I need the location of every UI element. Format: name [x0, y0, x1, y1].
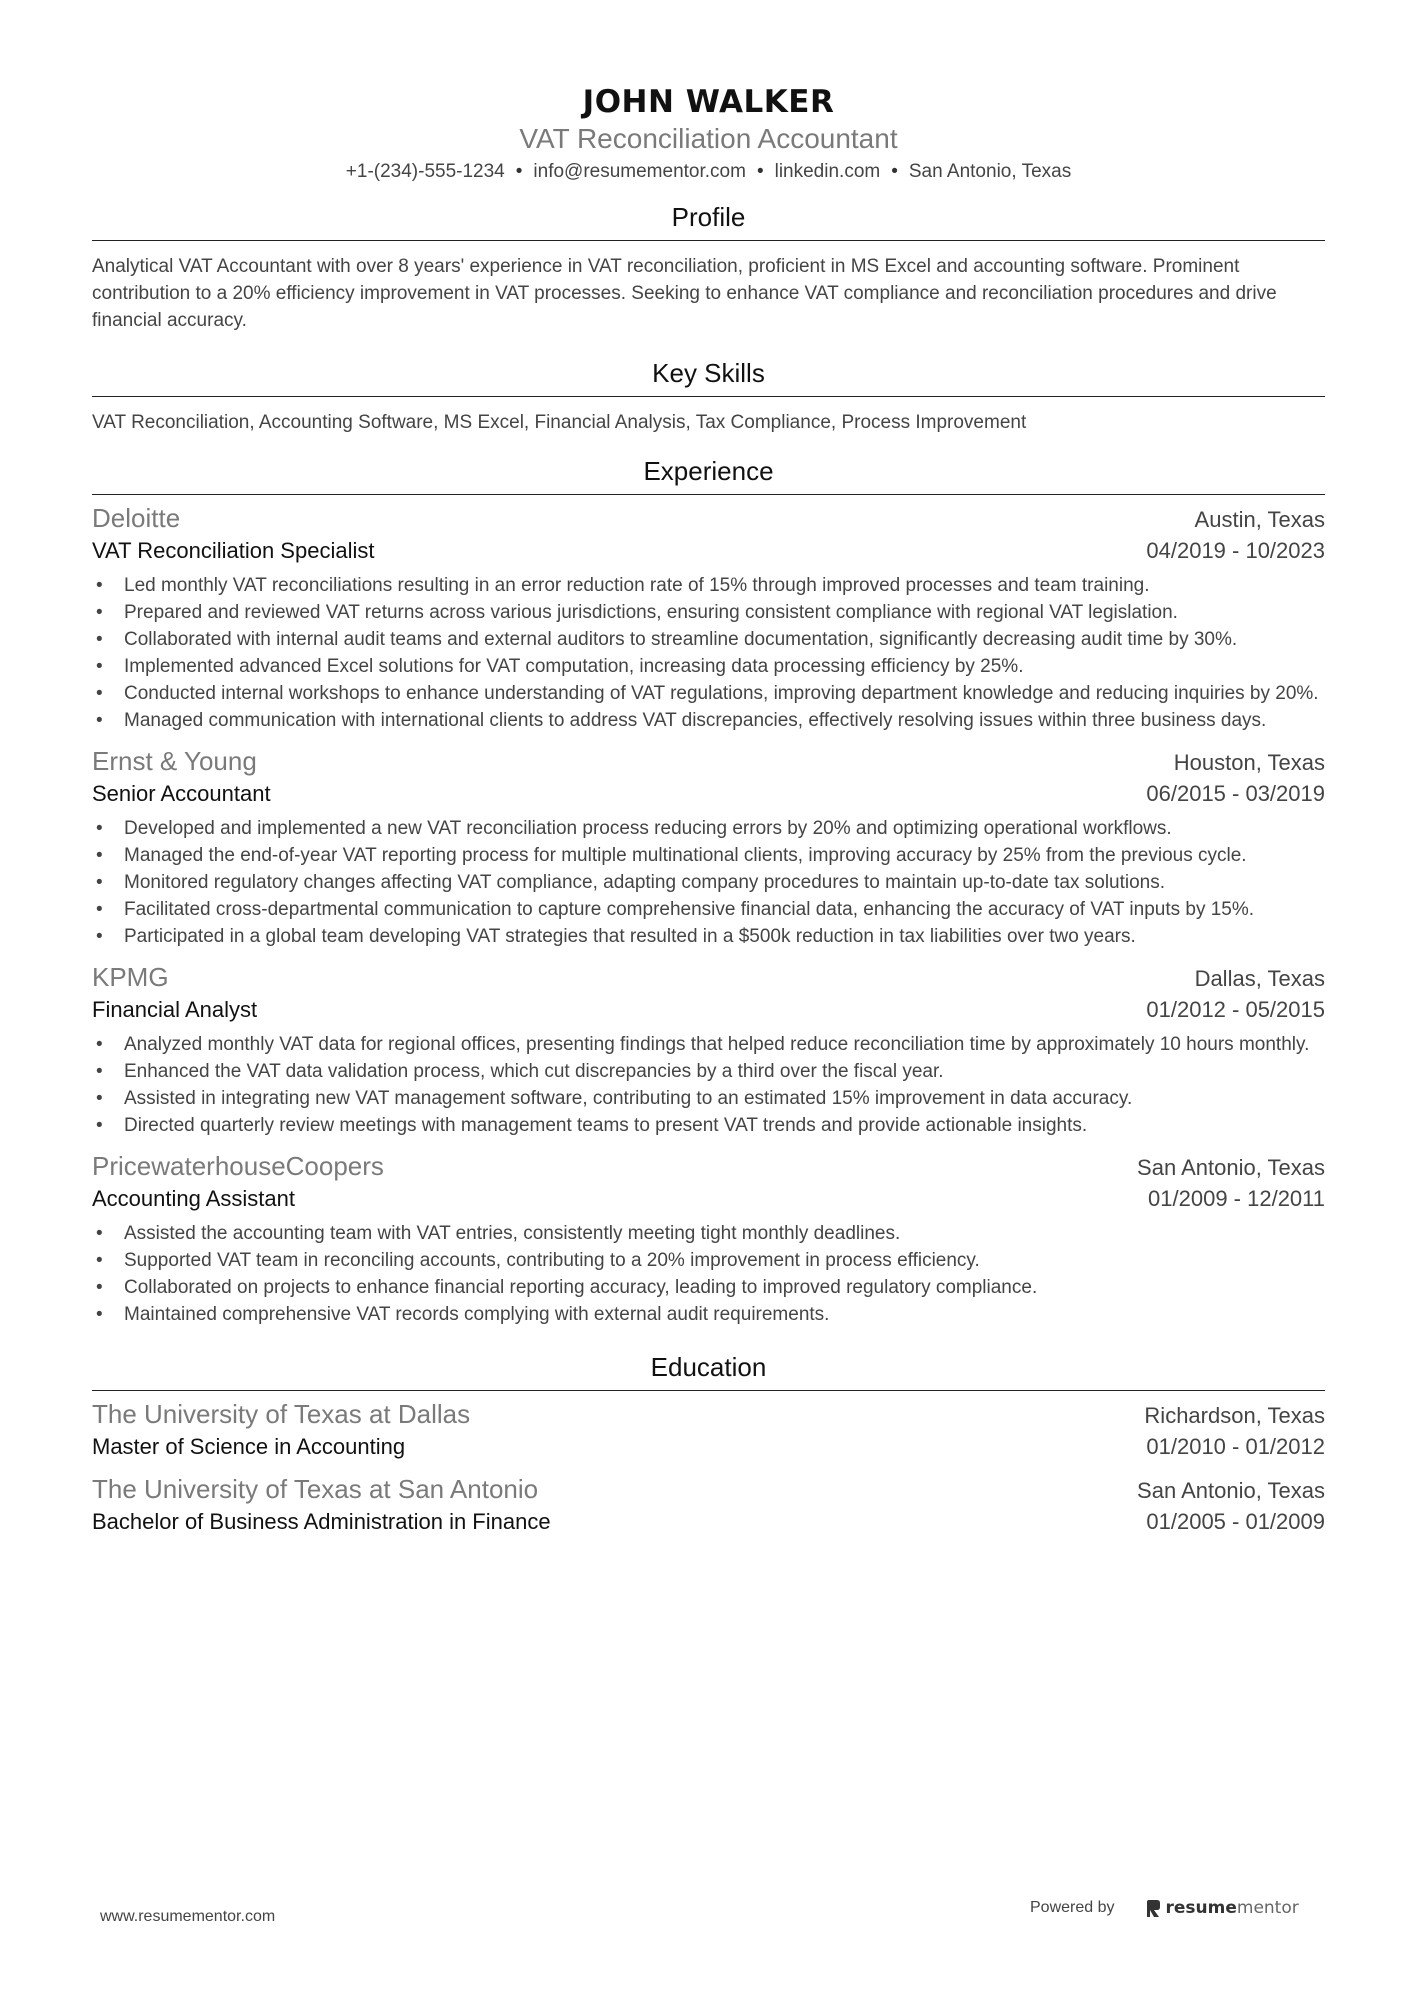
job-company: PricewaterhouseCoopers — [92, 1151, 384, 1181]
job-company: KPMG — [92, 962, 169, 992]
profile-heading: Profile — [92, 200, 1325, 241]
bullet-item: • Collaborated on projects to enhance financial reporting accuracy, leading to improved regulatory compliance. — [92, 1274, 1325, 1301]
skills-section — [92, 356, 1325, 436]
brand-name-light: mentor — [1236, 1898, 1299, 1918]
school-list — [92, 1397, 1325, 1537]
bullet-item: • Prepared and reviewed VAT returns across various jurisdictions, ensuring consistent compliance with regional VAT legislation. — [92, 599, 1325, 626]
footer-website[interactable]: www.resumementor.com — [100, 1908, 276, 1925]
job-entry — [92, 501, 1325, 734]
skills-heading: Key Skills — [92, 356, 1325, 397]
bullet-item: • Assisted the accounting team with VAT entries, consistently meeting tight monthly deadlines. — [92, 1220, 1325, 1247]
bullet-separator: • — [891, 161, 898, 182]
bullet-item: • Facilitated cross-departmental communication to capture comprehensive financial data, enhancing the accuracy of VAT inputs by 15%. — [92, 896, 1325, 923]
powered-by-label: Powered by — [1030, 1899, 1115, 1916]
job-bullets — [92, 1220, 1325, 1328]
job-bullets — [92, 1031, 1325, 1139]
job-bullets — [92, 572, 1325, 734]
job-location: Houston, Texas — [1173, 750, 1325, 775]
job-dates: 01/2009 - 12/2011 — [1148, 1186, 1325, 1211]
job-entry — [92, 1149, 1325, 1328]
job-role: Accounting Assistant — [92, 1186, 296, 1211]
profile-section — [92, 200, 1325, 334]
school-name: The University of Texas at San Antonio — [92, 1474, 539, 1504]
contact-line — [92, 158, 1325, 186]
degree: Master of Science in Accounting — [92, 1434, 406, 1459]
profile-text: Analytical VAT Accountant with over 8 years' experience in VAT reconciliation, proficient in MS Excel and accounting software. Prominent contribution to a 20% efficiency improvement in VAT processes. Seeking to enhance VAT compliance and reconciliation procedures and drive financial accuracy. — [92, 256, 1277, 331]
bullet-item: • Managed communication with international clients to address VAT discrepancies, effectively resolving issues within three business days. — [92, 707, 1325, 734]
bullet-item: • Managed the end-of-year VAT reporting process for multiple multinational clients, improving accuracy by 25% from the previous cycle. — [92, 842, 1325, 869]
job-role: Financial Analyst — [92, 997, 258, 1022]
school-location: Richardson, Texas — [1144, 1403, 1325, 1428]
education-dates: 01/2005 - 01/2009 — [1146, 1509, 1325, 1534]
brand-name-bold: resume — [1165, 1898, 1237, 1918]
bullet-item: • Developed and implemented a new VAT reconciliation process reducing errors by 20% and optimizing operational workflows. — [92, 815, 1325, 842]
job-location: Austin, Texas — [1194, 507, 1325, 532]
bullet-item: • Participated in a global team developing VAT strategies that resulted in a $500k reduction in tax liabilities over two years. — [92, 923, 1325, 950]
bullet-item: • Monitored regulatory changes affecting VAT compliance, adapting company procedures to maintain up-to-date tax solutions. — [92, 869, 1325, 896]
bullet-separator: • — [515, 161, 523, 182]
job-dates: 06/2015 - 03/2019 — [1146, 781, 1325, 806]
experience-section — [92, 454, 1325, 1328]
bullet-item: • Supported VAT team in reconciling accounts, contributing to a 20% improvement in process efficiency. — [92, 1247, 1325, 1274]
bullet-item: • Assisted in integrating new VAT management software, contributing to an estimated 15% improvement in data accuracy. — [92, 1085, 1325, 1112]
candidate-title: VAT Reconciliation Accountant — [519, 123, 898, 154]
bullet-item: • Led monthly VAT reconciliations resulting in an error reduction rate of 15% through improved processes and team training. — [92, 572, 1325, 599]
education-heading: Education — [92, 1350, 1325, 1391]
footer-brand — [1030, 1898, 1299, 1918]
skills-text: VAT Reconciliation, Accounting Software, MS Excel, Financial Analysis, Tax Compliance, Process Improvement — [92, 412, 1027, 433]
job-dates: 04/2019 - 10/2023 — [1146, 538, 1325, 563]
school-name: The University of Texas at Dallas — [92, 1399, 471, 1429]
job-dates: 01/2012 - 05/2015 — [1146, 997, 1325, 1022]
education-section — [92, 1350, 1325, 1537]
job-role: VAT Reconciliation Specialist — [92, 538, 375, 563]
job-company: Ernst & Young — [92, 746, 257, 776]
job-bullets — [92, 815, 1325, 950]
job-entry — [92, 960, 1325, 1139]
resume-header — [92, 82, 1325, 186]
brand-logo[interactable] — [1145, 1898, 1299, 1918]
bullet-item: • Collaborated with internal audit teams and external auditors to streamline documentation, significantly decreasing audit time by 30%. — [92, 626, 1325, 653]
candidate-name: JOHN WALKER — [582, 84, 835, 120]
resumementor-logo-icon — [1145, 1899, 1162, 1918]
bullet-item: • Maintained comprehensive VAT records complying with external audit requirements. — [92, 1301, 1325, 1328]
bullet-item: • Directed quarterly review meetings with management teams to present VAT trends and provide actionable insights. — [92, 1112, 1325, 1139]
contact-linkedin[interactable]: linkedin.com — [774, 161, 881, 182]
education-entry — [92, 1397, 1325, 1462]
contact-email[interactable]: info@resumementor.com — [533, 161, 746, 182]
bullet-item: • Conducted internal workshops to enhance understanding of VAT regulations, improving department knowledge and reducing inquiries by 20%. — [92, 680, 1325, 707]
job-location: San Antonio, Texas — [1137, 1155, 1325, 1180]
school-location: San Antonio, Texas — [1137, 1478, 1325, 1503]
job-location: Dallas, Texas — [1194, 966, 1325, 991]
job-company: Deloitte — [92, 503, 181, 533]
resume-page — [92, 0, 1325, 1537]
education-entry — [92, 1472, 1325, 1537]
bullet-item: • Implemented advanced Excel solutions for VAT computation, increasing data processing efficiency by 25%. — [92, 653, 1325, 680]
job-role: Senior Accountant — [92, 781, 271, 806]
job-list — [92, 501, 1325, 1328]
bullet-separator: • — [756, 161, 764, 182]
bullet-item: • Enhanced the VAT data validation process, which cut discrepancies by a third over the fiscal year. — [92, 1058, 1325, 1085]
degree: Bachelor of Business Administration in Finance — [92, 1509, 551, 1534]
job-entry — [92, 744, 1325, 950]
education-dates: 01/2010 - 01/2012 — [1146, 1434, 1325, 1459]
contact-phone: +1-(234)-555-1234 — [345, 161, 505, 182]
experience-heading: Experience — [92, 454, 1325, 495]
contact-location: San Antonio, Texas — [908, 161, 1072, 182]
bullet-item: • Analyzed monthly VAT data for regional offices, presenting findings that helped reduce reconciliation time by approximately 10 hours monthly. — [92, 1031, 1325, 1058]
